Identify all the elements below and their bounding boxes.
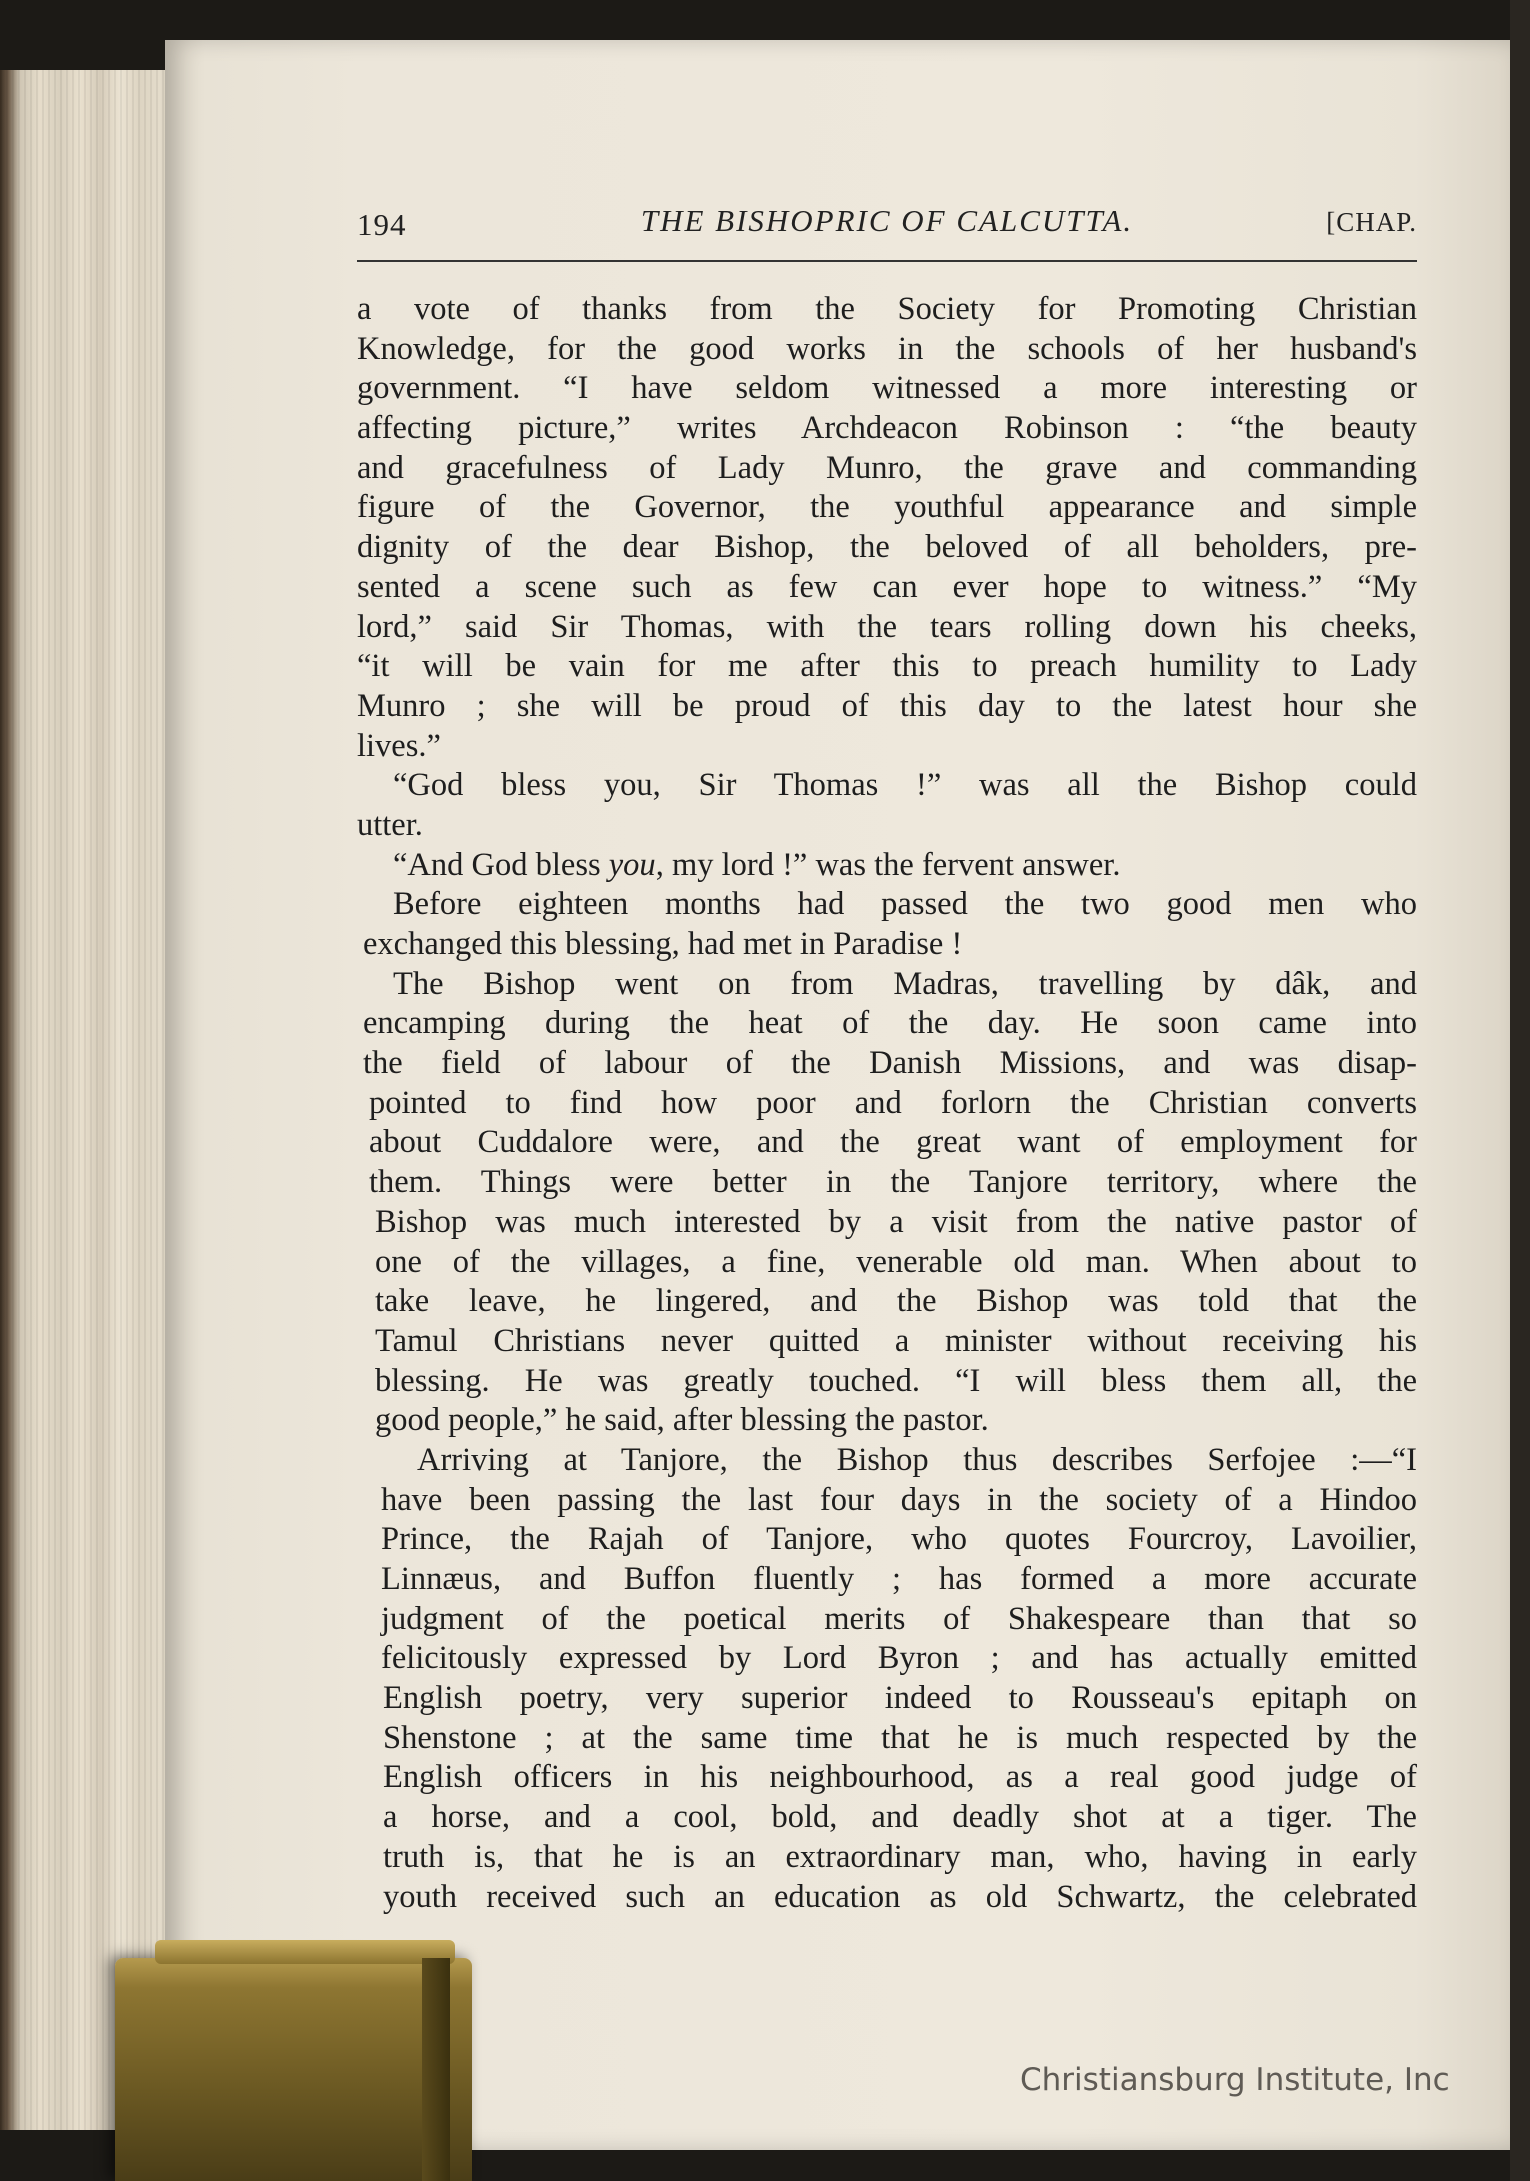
text-line: youth received such an education as old Schwartz, the celebrated: [383, 1878, 1417, 1915]
text-line: the field of labour of the Danish Missions, and was disap-: [363, 1045, 1417, 1082]
text-line: sented a scene such as few can ever hope to witness.” “My: [357, 568, 1417, 605]
text-line: truth is, that he is an extraordinary man, who, having in early: [383, 1838, 1417, 1875]
text-line: government. “I have seldom witnessed a more interesting or: [357, 370, 1417, 407]
text-line: English poetry, very superior indeed to Rousseau's epitaph on: [383, 1680, 1417, 1717]
text-fragment: , my lord !” was the fervent answer.: [655, 846, 1121, 883]
text-line: Arriving at Tanjore, the Bishop thus describes Serfojee :—“I: [417, 1441, 1417, 1478]
text-line: about Cuddalore were, and the great want of employment for: [369, 1124, 1417, 1161]
text-line: a vote of thanks from the Society for Promoting Christian: [357, 291, 1417, 327]
text-line: Knowledge, for the good works in the schools of her husband's: [357, 330, 1417, 367]
text-line: good people,” he said, after blessing the pastor.: [375, 1402, 989, 1439]
text-line: Before eighteen months had passed the two good men who: [393, 886, 1417, 923]
text-line: Tamul Christians never quitted a minister without receiving his: [375, 1322, 1417, 1359]
running-header: [357, 203, 1417, 253]
text-line: Shenstone ; at the same time that he is much respected by the: [383, 1719, 1417, 1756]
italic-word: you: [608, 846, 656, 883]
text-line: affecting picture,” writes Archdeacon Robinson : “the beauty: [357, 410, 1417, 447]
text-line: judgment of the poetical merits of Shakespeare than that so: [381, 1600, 1417, 1637]
brass-bookmark: [115, 1958, 472, 2181]
text-line: pointed to find how poor and forlorn the Christian converts: [369, 1084, 1417, 1121]
text-line: one of the villages, a fine, venerable old man. When about to: [375, 1243, 1417, 1280]
text-line: felicitously expressed by Lord Byron ; and has actually emitted: [381, 1640, 1417, 1677]
text-line: Linnæus, and Buffon fluently ; has formed a more accurate: [381, 1561, 1417, 1597]
text-line: utter.: [357, 806, 423, 843]
text-line: exchanged this blessing, had met in Paradise !: [363, 926, 963, 962]
text-line: Bishop was much interested by a visit from the native pastor of: [375, 1203, 1417, 1240]
text-line: lord,” said Sir Thomas, with the tears rolling down his cheeks,: [357, 608, 1417, 645]
text-line: English officers in his neighbourhood, as a real good judge of: [383, 1759, 1417, 1796]
body-text: [357, 290, 1417, 1917]
text-line: [357, 846, 1417, 886]
text-line: The Bishop went on from Madras, travelling by dâk, and: [393, 965, 1417, 1002]
text-line: them. Things were better in the Tanjore territory, where the: [369, 1164, 1417, 1201]
running-title: THE BISHOPRIC OF CALCUTTA.: [640, 203, 1134, 238]
page-number: 194: [357, 207, 407, 242]
text-line: Munro ; she will be proud of this day to the latest hour she: [357, 687, 1417, 724]
text-line: blessing. He was greatly touched. “I will bless them all, the: [375, 1362, 1417, 1399]
background-edge: [1510, 0, 1530, 2181]
text-line: figure of the Governor, the youthful appearance and simple: [357, 489, 1417, 526]
text-line: a horse, and a cool, bold, and deadly shot at a tiger. The: [383, 1799, 1417, 1836]
book-page-edges: [0, 70, 170, 2130]
text-line: have been passing the last four days in the society of a Hindoo: [381, 1481, 1417, 1518]
text-line: lives.”: [357, 727, 441, 764]
text-line: and gracefulness of Lady Munro, the grave and commanding: [357, 449, 1417, 486]
text-line: encamping during the heat of the day. He soon came into: [363, 1005, 1417, 1042]
header-rule: [357, 260, 1417, 262]
text-line: “God bless you, Sir Thomas !” was all the Bishop could: [393, 767, 1417, 804]
text-line: take leave, he lingered, and the Bishop was told that the: [375, 1283, 1417, 1320]
watermark-text: Christiansburg Institute, Inc: [1020, 2062, 1450, 2098]
text-line: dignity of the dear Bishop, the beloved of all beholders, pre-: [357, 529, 1417, 566]
text-line: “it will be vain for me after this to preach humility to Lady: [357, 648, 1417, 685]
chapter-mark: [CHAP.: [1326, 207, 1417, 237]
text-fragment: “And God bless: [393, 846, 601, 883]
text-line: Prince, the Rajah of Tanjore, who quotes Fourcroy, Lavoilier,: [381, 1521, 1417, 1558]
